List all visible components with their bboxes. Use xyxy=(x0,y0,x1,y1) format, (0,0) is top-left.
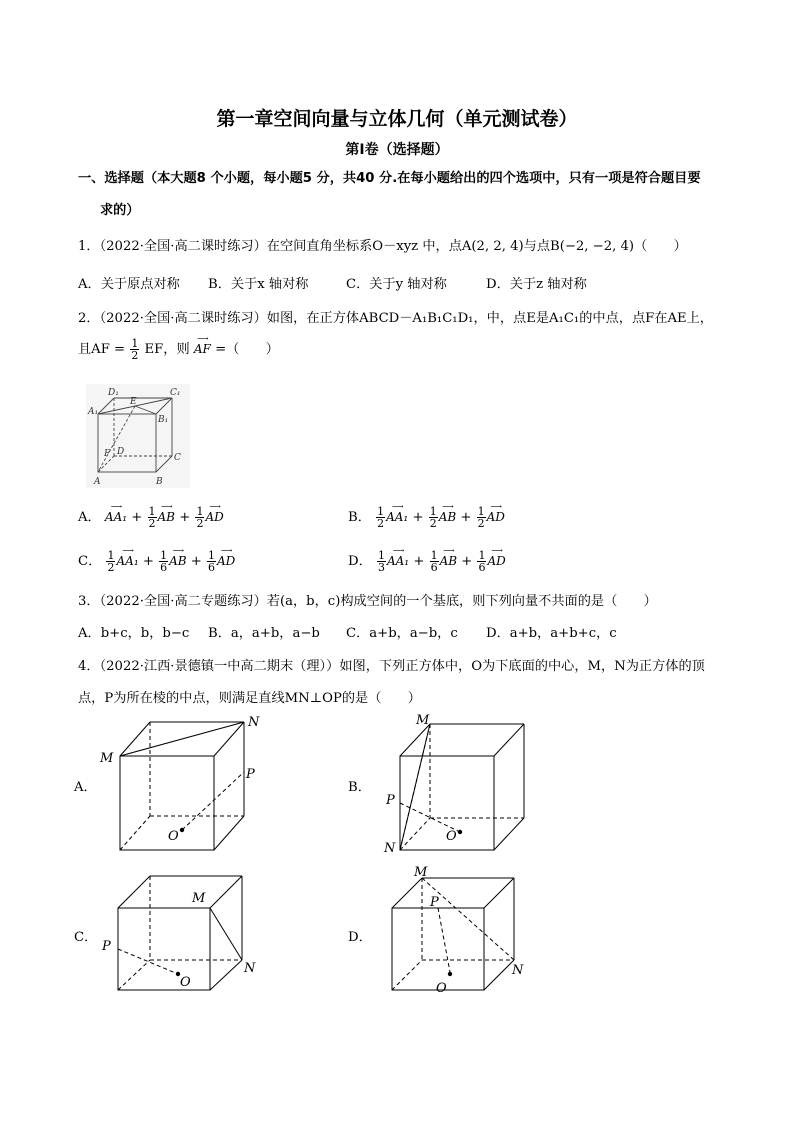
q3-option-b: B．a，a+b，a−b xyxy=(208,626,320,641)
q1-option-c: C．关于y 轴对称 xyxy=(346,277,447,292)
q3-option-c: C．a+b，a−b，c xyxy=(346,626,458,641)
page-title: 第一章空间向量与立体几何（单元测试卷） xyxy=(216,108,578,130)
q1-option-d: D．关于z 轴对称 xyxy=(486,277,587,292)
a-label-m: M xyxy=(100,751,114,766)
q1-option-b: B．关于x 轴对称 xyxy=(208,277,309,292)
section-heading-cont: 求的） xyxy=(100,203,140,218)
q4-cube-a xyxy=(96,712,266,862)
a-label-n: N xyxy=(248,715,260,730)
question-2-stem: 2．（2022·全国·高二课时练习）如图，在正方体ABCD－A₁B₁C₁D₁，中，点E是A₁C₁的中点，点F在AE上， xyxy=(78,311,713,326)
section-heading: 一、选择题（本大题8 个小题，每小题5 分，共40 分.在每小题给出的四个选项中，只有一项是符合题目要 xyxy=(78,171,701,186)
q4-option-c-letter: C． xyxy=(74,930,98,945)
label-a1: A₁ xyxy=(88,407,99,417)
q2-option-a: A． ⟶ AA₁ + $\frac{1}{2}$ ⟶ AB + $\frac{1}{2}$ ⟶ AD xyxy=(78,502,224,530)
q2-cube-figure xyxy=(86,384,190,488)
c-label-o: O xyxy=(180,975,191,990)
q2-option-b: B． $\frac{1}{2}$ ⟶ AA₁ + $\frac{1}{2}$ ⟶ AB + $\frac{1}{2}$ ⟶ AD xyxy=(348,502,505,530)
q4-option-d-letter: D． xyxy=(348,930,372,945)
question-2-stem-line2 xyxy=(78,334,279,362)
label-d1: D₁ xyxy=(108,388,119,398)
c-label-m: M xyxy=(192,891,206,906)
question-4-stem-line2: 点，P为所在棱的中点，则满足直线MN⊥OP的是（ ） xyxy=(78,691,421,706)
question-1-stem: 1．（2022·全国·高二课时练习）在空间直角坐标系O－xyz 中，点A(2, 2, 4)与点B(−2, −2, 4)（ ） xyxy=(78,239,687,254)
q4-cube-c xyxy=(96,864,266,996)
q1-option-a: A．关于原点对称 xyxy=(78,277,180,292)
q4-option-a-letter: A． xyxy=(74,780,97,795)
d-label-n: N xyxy=(512,963,524,978)
label-b: B xyxy=(156,477,163,487)
q4-option-b-letter: B． xyxy=(348,780,371,795)
a-label-o: O xyxy=(168,829,179,844)
q2-option-c: C． $\frac{1}{2}$ ⟶ AA₁ + $\frac{1}{6}$ ⟶ AB + $\frac{1}{6}$ ⟶ AD xyxy=(78,546,236,574)
c-label-p: P xyxy=(102,939,111,954)
label-a: A xyxy=(94,477,101,487)
q2-mid: EF，则 xyxy=(144,342,190,357)
label-c1: C₁ xyxy=(170,388,181,398)
a-label-p: P xyxy=(246,767,255,782)
c-label-n: N xyxy=(244,961,256,976)
q2-option-d: D． $\frac{1}{3}$ ⟶ AA₁ + $\frac{1}{6}$ ⟶ AB + $\frac{1}{6}$ ⟶ AD xyxy=(348,546,506,574)
question-3-stem: 3．（2022·全国·高二专题练习）若(a，b，c)构成空间的一个基底，则下列向量不共面的是（ ） xyxy=(78,594,657,609)
label-b1: B₁ xyxy=(158,415,169,425)
page-subtitle: 第I卷（选择题） xyxy=(345,142,449,158)
b-label-p: P xyxy=(386,793,395,808)
label-f: F xyxy=(104,449,111,459)
label-d: D xyxy=(117,447,125,457)
q4-cube-d xyxy=(378,864,548,996)
d-label-p: P xyxy=(430,895,439,910)
b-label-m: M xyxy=(416,713,430,728)
q4-cube-b xyxy=(378,712,548,862)
label-c: C xyxy=(174,453,181,463)
q2-fraction: $\frac{1}{2}$ xyxy=(131,337,139,362)
q3-option-d: D．a+b，a+b+c，c xyxy=(486,626,617,641)
q2-vector-af: ⟶ AF xyxy=(193,334,211,356)
label-e: E xyxy=(130,397,137,407)
b-label-o: O xyxy=(446,829,457,844)
b-label-n: N xyxy=(384,841,396,856)
q2-prefix: 且AF = xyxy=(78,342,126,357)
d-label-o: O xyxy=(436,981,447,996)
q2-suffix: =（ ） xyxy=(215,342,279,357)
q3-option-a: A．b+c，b，b−c xyxy=(78,626,190,641)
d-label-m: M xyxy=(414,865,428,880)
question-4-stem: 4．（2022·江西·景德镇一中高二期末（理））如图，下列正方体中，O为下底面的中心，M，N为正方体的顶 xyxy=(78,659,705,674)
